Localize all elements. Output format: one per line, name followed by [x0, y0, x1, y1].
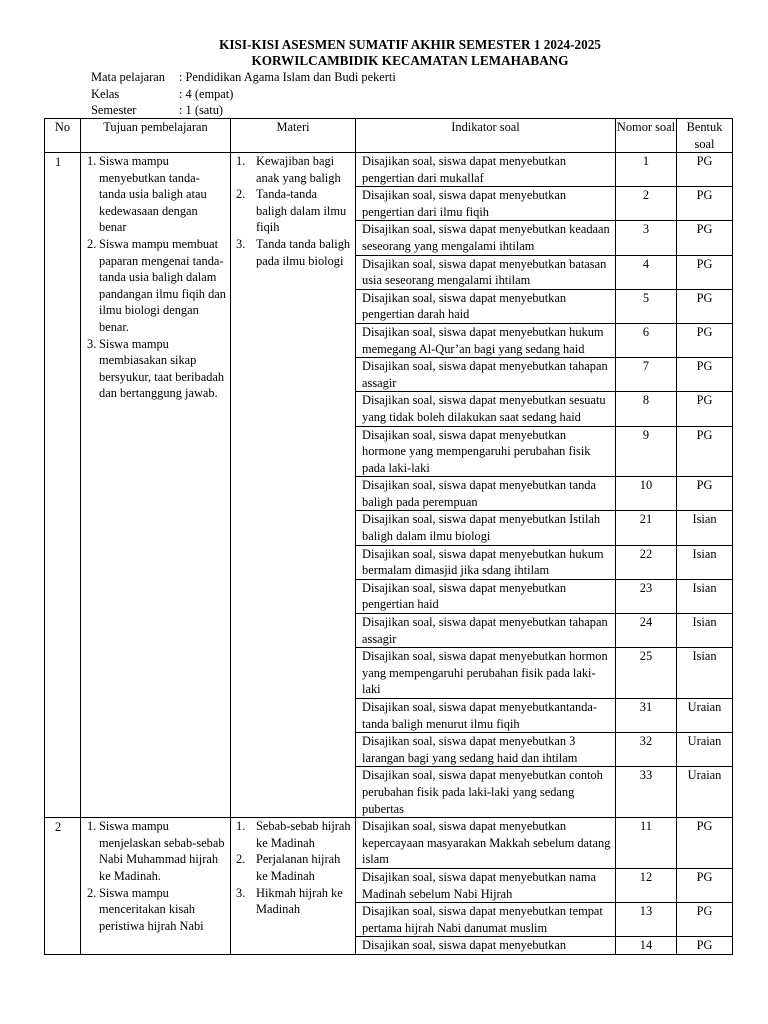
nomor-soal-cell: 7 — [616, 358, 677, 392]
nomor-soal-cell: 31 — [616, 699, 677, 733]
row-number: 2 — [45, 818, 81, 955]
indikator-cell: Disajikan soal, siswa dapat menyebutkan nama Madinah sebelum Nabi Hijrah — [356, 868, 616, 902]
nomor-soal-cell: 32 — [616, 733, 677, 767]
materi-item-text: Tanda-tanda baligh dalam ilmu fiqih — [256, 187, 347, 235]
nomor-soal-cell: 8 — [616, 392, 677, 426]
bentuk-soal-cell: PG — [677, 426, 733, 477]
materi-list — [231, 153, 355, 269]
materi-item-text: Sebab-sebab hijrah ke Madinah — [256, 819, 351, 850]
row-number: 1 — [45, 153, 81, 818]
indikator-cell: Disajikan soal, siswa dapat menyebutkan hormon yang mempengaruhi perubahan fisik pada laki-laki — [356, 648, 616, 699]
bentuk-soal-cell: PG — [677, 937, 733, 955]
bentuk-soal-cell: PG — [677, 868, 733, 902]
tujuan-item-number: 2. — [87, 236, 97, 251]
tujuan-item-number: 2. — [87, 885, 97, 900]
meta-label: Mata pelajaran — [91, 70, 165, 84]
indikator-cell: Disajikan soal, siswa dapat menyebutkan keadaan seseorang yang mengalami ihtilam — [356, 221, 616, 255]
indikator-cell: Disajikan soal, siswa dapat menyebutkan sesuatu yang tidak boleh dilakukan saat sedang haid — [356, 392, 616, 426]
nomor-soal-cell: 24 — [616, 614, 677, 648]
nomor-soal-cell: 33 — [616, 767, 677, 818]
tujuan-item-text: Siswa mampu menjelaskan sebab-sebab Nabi Muhammad hijrah ke Madinah. — [99, 819, 225, 883]
meta-row-class — [91, 86, 396, 103]
indikator-cell: Disajikan soal, siswa dapat menyebutkan kepercayaan masyarakan Makkah sebelum datang islam — [356, 818, 616, 869]
materi-item — [231, 186, 355, 236]
materi-cell — [231, 153, 356, 818]
tujuan-item-text: Siswa mampu menyebutkan tanda-tanda usia baligh atau kedewasaan dengan benar — [99, 154, 207, 235]
meta-block — [91, 69, 396, 119]
header-tujuan: Tujuan pembelajaran — [81, 119, 231, 153]
header-nomor: Nomor soal — [616, 119, 677, 153]
bentuk-soal-cell: PG — [677, 187, 733, 221]
meta-label: Semester — [91, 103, 137, 117]
bentuk-soal-cell: PG — [677, 903, 733, 937]
nomor-soal-cell: 6 — [616, 323, 677, 357]
nomor-soal-cell: 12 — [616, 868, 677, 902]
header-no: No — [45, 119, 81, 153]
meta-row-subject — [91, 69, 396, 86]
tujuan-item-text: Siswa mampu membuat paparan mengenai tanda-tanda usia baligh dalam pandangan ilmu fiqih dan ilmu biologi dengan benar. — [99, 236, 226, 334]
table-row — [45, 818, 733, 869]
tujuan-item — [81, 236, 230, 336]
nomor-soal-cell: 9 — [616, 426, 677, 477]
nomor-soal-cell: 11 — [616, 818, 677, 869]
table-row — [45, 153, 733, 187]
materi-item-text: Kewajiban bagi anak yang baligh — [256, 154, 341, 185]
meta-label: Kelas — [91, 86, 120, 101]
tujuan-item — [81, 153, 230, 236]
tujuan-item-text: Siswa mampu menceritakan kisah peristiwa hijrah Nabi — [99, 885, 204, 933]
nomor-soal-cell: 13 — [616, 903, 677, 937]
materi-item — [231, 236, 355, 269]
bentuk-soal-cell: Isian — [677, 614, 733, 648]
indikator-cell: Disajikan soal, siswa dapat menyebutkan tanda baligh pada perempuan — [356, 477, 616, 511]
nomor-soal-cell: 21 — [616, 511, 677, 545]
bentuk-soal-cell: Isian — [677, 648, 733, 699]
tujuan-cell — [81, 153, 231, 818]
tujuan-item — [81, 885, 230, 935]
indikator-cell: Disajikan soal, siswa dapat menyebutkan contoh perubahan fisik pada laki-laki yang sedang pubertas — [356, 767, 616, 818]
materi-item-number: 2. — [236, 187, 246, 202]
indikator-cell: Disajikan soal, siswa dapat menyebutkan tahapan assagir — [356, 614, 616, 648]
tujuan-list — [81, 153, 230, 402]
bentuk-soal-cell: PG — [677, 289, 733, 323]
title-line-1: KISI-KISI ASESMEN SUMATIF AKHIR SEMESTER 1 2024-2025 — [219, 37, 601, 52]
kisi-kisi-table — [44, 118, 733, 955]
indikator-cell: Disajikan soal, siswa dapat menyebutkantanda-tanda baligh menurut ilmu fiqih — [356, 699, 616, 733]
bentuk-soal-cell: PG — [677, 153, 733, 187]
materi-item — [231, 851, 355, 884]
materi-item-text: Perjalanan hijrah ke Madinah — [256, 852, 341, 883]
tujuan-item — [81, 336, 230, 402]
materi-cell — [231, 818, 356, 955]
bentuk-soal-cell: PG — [677, 818, 733, 869]
materi-item-number: 2. — [236, 852, 246, 867]
indikator-cell: Disajikan soal, siswa dapat menyebutkan batasan usia seseorang mengalami ihtilam — [356, 255, 616, 289]
meta-row-semester — [91, 102, 396, 119]
bentuk-soal-cell: PG — [677, 255, 733, 289]
nomor-soal-cell: 23 — [616, 579, 677, 613]
nomor-soal-cell: 5 — [616, 289, 677, 323]
bentuk-soal-cell: PG — [677, 477, 733, 511]
indikator-cell: Disajikan soal, siswa dapat menyebutkan pengertian dari mukallaf — [356, 153, 616, 187]
indikator-cell: Disajikan soal, siswa dapat menyebutkan pengertian darah haid — [356, 289, 616, 323]
bentuk-soal-cell: Uraian — [677, 733, 733, 767]
materi-item-number: 1. — [236, 819, 246, 834]
tujuan-item-number: 1. — [87, 819, 97, 834]
nomor-soal-cell: 1 — [616, 153, 677, 187]
tujuan-item-number: 3. — [87, 336, 97, 351]
bentuk-soal-cell: Uraian — [677, 767, 733, 818]
materi-item-text: Tanda tanda baligh pada ilmu biologi — [256, 236, 351, 268]
document-title — [0, 37, 768, 69]
indikator-cell: Disajikan soal, siswa dapat menyebutkan hormone yang mempengaruhi perubahan fisik pada laki-laki — [356, 426, 616, 477]
tujuan-item — [81, 818, 230, 884]
tujuan-item-text: Siswa mampu membiasakan sikap bersyukur, taat beribadah dan bertanggung jawab. — [99, 336, 225, 401]
bentuk-soal-cell: Isian — [677, 545, 733, 579]
materi-item — [231, 153, 355, 186]
meta-value: : Pendidikan Agama Islam dan Budi pekerti — [179, 70, 396, 84]
indikator-cell: Disajikan soal, siswa dapat menyebutkan tahapan assagir — [356, 358, 616, 392]
materi-item — [231, 885, 355, 918]
header-indikator: Indikator soal — [356, 119, 616, 153]
materi-item-number: 3. — [236, 236, 246, 251]
indikator-cell: Disajikan soal, siswa dapat menyebutkan tempat pertama hijrah Nabi danumat muslim — [356, 903, 616, 937]
bentuk-soal-cell: Isian — [677, 511, 733, 545]
nomor-soal-cell: 22 — [616, 545, 677, 579]
nomor-soal-cell: 10 — [616, 477, 677, 511]
meta-value: : 1 (satu) — [179, 103, 224, 117]
indikator-cell: Disajikan soal, siswa dapat menyebutkan Istilah baligh dalam ilmu biologi — [356, 511, 616, 545]
bentuk-soal-cell: PG — [677, 392, 733, 426]
materi-item-text: Hikmah hijrah ke Madinah — [256, 885, 343, 917]
header-row — [45, 119, 733, 153]
bentuk-soal-cell: PG — [677, 221, 733, 255]
meta-value: : 4 (empat) — [179, 86, 234, 101]
tujuan-cell — [81, 818, 231, 955]
header-bentuk: Bentuk soal — [677, 119, 733, 153]
nomor-soal-cell: 3 — [616, 221, 677, 255]
indikator-cell: Disajikan soal, siswa dapat menyebutkan 3 larangan bagi yang sedang haid dan ihtilam — [356, 733, 616, 767]
bentuk-soal-cell: Uraian — [677, 699, 733, 733]
title-line-2: KORWILCAMBIDIK KECAMATAN LEMAHABANG — [251, 53, 569, 68]
nomor-soal-cell: 14 — [616, 937, 677, 955]
bentuk-soal-cell: PG — [677, 358, 733, 392]
indikator-cell: Disajikan soal, siswa dapat menyebutkan pengertian dari ilmu fiqih — [356, 187, 616, 221]
indikator-cell: Disajikan soal, siswa dapat menyebutkan hukum memegang Al-Qur’an bagi yang sedang haid — [356, 323, 616, 357]
indikator-cell: Disajikan soal, siswa dapat menyebutkan pengertian haid — [356, 579, 616, 613]
materi-item — [231, 818, 355, 851]
nomor-soal-cell: 2 — [616, 187, 677, 221]
materi-item-number: 1. — [236, 154, 246, 168]
nomor-soal-cell: 4 — [616, 255, 677, 289]
tujuan-list — [81, 818, 230, 934]
nomor-soal-cell: 25 — [616, 648, 677, 699]
materi-list — [231, 818, 355, 918]
indikator-cell: Disajikan soal, siswa dapat menyebutkan — [356, 937, 616, 955]
indikator-cell: Disajikan soal, siswa dapat menyebutkan hukum bermalam dimasjid jika sdang ihtilam — [356, 545, 616, 579]
tujuan-item-number: 1. — [87, 154, 97, 168]
header-materi: Materi — [231, 119, 356, 153]
materi-item-number: 3. — [236, 885, 246, 900]
bentuk-soal-cell: PG — [677, 323, 733, 357]
bentuk-soal-cell: Isian — [677, 579, 733, 613]
